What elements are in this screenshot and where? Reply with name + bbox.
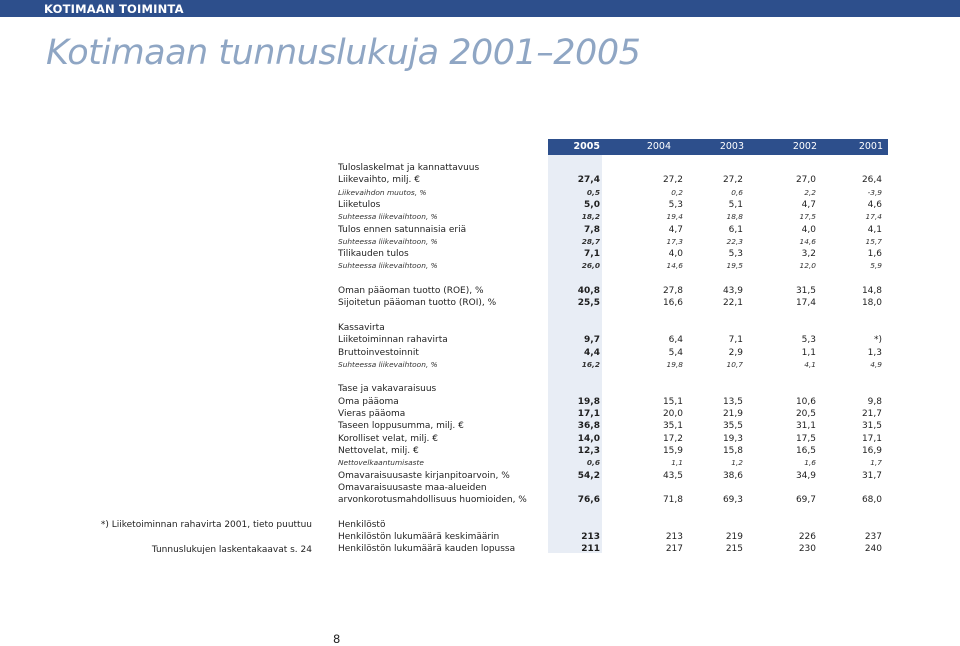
- cell-2004: 19,8: [666, 359, 683, 369]
- cell-2004: 5,4: [668, 347, 683, 358]
- cell-2004: 4,0: [668, 249, 683, 260]
- cell-2003: 21,9: [722, 409, 743, 419]
- cell-2001: 14,8: [861, 286, 882, 296]
- section-header-bar: [0, 0, 960, 17]
- cell-2005: 27,4: [577, 175, 600, 186]
- cell-2001: 4,9: [870, 359, 882, 369]
- cell-2003: 38,6: [722, 470, 743, 481]
- table-row: [338, 420, 888, 432]
- cell-2003: 13,5: [722, 396, 743, 407]
- cell-2002: 34,9: [795, 470, 816, 481]
- cell-2002: 20,5: [795, 409, 816, 419]
- row-label: Nettovelat, milj. €: [338, 445, 419, 456]
- cell-2003: 27,2: [722, 175, 743, 186]
- cell-2003: 19,5: [726, 261, 743, 271]
- cell-2001: 4,1: [867, 224, 882, 235]
- table-section-heading: [338, 519, 888, 531]
- cell-2001: 4,6: [867, 199, 882, 210]
- row-label: Liikevaihdon muutos, %: [338, 187, 427, 197]
- row-label: Suhteessa liikevaihtoon, %: [338, 359, 438, 369]
- cell-2001: 21,7: [861, 409, 882, 419]
- row-label: Tuloslaskelmat ja kannattavuus: [338, 163, 480, 173]
- row-label: Sijoitetun pääoman tuotto (ROI), %: [338, 298, 497, 309]
- cell-2005: 7,8: [584, 224, 600, 235]
- cell-2005: 14,0: [577, 433, 600, 444]
- cell-2004: 20,0: [662, 409, 683, 419]
- cell-2004: 15,9: [662, 445, 683, 456]
- year-header: 2003: [719, 141, 744, 152]
- table-row: [338, 285, 888, 297]
- row-label: Omavaraisuusaste maa-alueiden: [338, 482, 487, 493]
- cell-2002: 1,6: [804, 458, 816, 468]
- cell-2002: 17,4: [795, 298, 816, 309]
- table-row: [338, 260, 888, 272]
- cell-2001: 240: [864, 544, 882, 555]
- table-section-heading: [338, 383, 888, 395]
- cell-2001: *): [873, 335, 882, 346]
- row-label: Taseen loppusumma, milj. €: [338, 421, 464, 432]
- cell-2002: 12,0: [799, 261, 816, 271]
- cell-2002: 17,5: [795, 433, 816, 444]
- page-number: 8: [333, 632, 341, 646]
- cell-2003: 1,2: [731, 458, 743, 468]
- table-spacer-row: [338, 371, 888, 383]
- cell-2004: 5,3: [668, 199, 683, 210]
- row-label: Oma pääoma: [338, 396, 399, 407]
- cell-2004: 35,1: [662, 421, 683, 432]
- cell-2003: 5,1: [728, 199, 743, 210]
- row-label: Tulos ennen satunnaisia eriä: [338, 224, 467, 235]
- cell-2005: 4,4: [584, 347, 600, 358]
- cell-2003: 18,8: [726, 212, 743, 222]
- cell-2002: 230: [798, 544, 816, 555]
- year-header: 2005: [573, 141, 600, 152]
- cell-2005: 54,2: [577, 470, 600, 481]
- table-section-heading: [338, 162, 888, 174]
- table-section-heading: [338, 322, 888, 334]
- row-label: Henkilöstö: [338, 519, 386, 530]
- table-row: [338, 236, 888, 248]
- cell-2003: 22,1: [722, 298, 743, 309]
- cell-2004: 217: [665, 544, 683, 555]
- cell-2002: 4,1: [804, 359, 816, 369]
- cell-2005: 16,2: [581, 359, 600, 369]
- cell-2004: 71,8: [662, 495, 683, 506]
- year-header-bar: [548, 139, 888, 155]
- cell-2002: 226: [798, 532, 816, 542]
- cell-2004: 27,8: [662, 286, 683, 296]
- cell-2001: 1,3: [867, 347, 882, 358]
- table-row: [338, 187, 888, 199]
- cell-2003: 5,3: [728, 249, 743, 260]
- row-label: Liiketoiminnan rahavirta: [338, 335, 448, 346]
- cell-2002: 4,7: [801, 199, 816, 210]
- row-label: Bruttoinvestoinnit: [338, 347, 419, 358]
- cell-2001: 1,7: [870, 458, 882, 468]
- cell-2005: 26,0: [581, 261, 600, 271]
- cell-2005: 28,7: [581, 236, 600, 246]
- row-label: Kassavirta: [338, 322, 385, 333]
- year-header: 2002: [792, 141, 817, 152]
- row-label: Tase ja vakavaraisuus: [338, 384, 437, 395]
- cell-2005: 0,5: [586, 187, 600, 197]
- cell-2004: 43,5: [662, 470, 683, 481]
- cell-2001: 5,9: [870, 261, 882, 271]
- cell-2001: 17,4: [865, 212, 882, 222]
- cell-2001: 26,4: [861, 175, 882, 186]
- table-row: [338, 248, 888, 260]
- table-row: [338, 334, 888, 346]
- cell-2001: 18,0: [861, 298, 882, 309]
- table-row: [338, 174, 888, 186]
- cell-2002: 31,1: [795, 421, 816, 432]
- cell-2003: 35,5: [722, 421, 743, 432]
- cell-2005: 17,1: [577, 409, 600, 419]
- table-row: [338, 347, 888, 359]
- row-label: Tilikauden tulos: [338, 249, 409, 260]
- cell-2002: 3,2: [801, 249, 816, 260]
- cell-2004: 16,6: [662, 298, 683, 309]
- table-row: [338, 224, 888, 236]
- cell-2003: 22,3: [726, 236, 743, 246]
- cell-2004: 1,1: [671, 458, 683, 468]
- year-header: 2004: [646, 141, 671, 152]
- row-label: Liiketulos: [338, 199, 381, 210]
- cell-2001: 31,5: [861, 421, 882, 432]
- table-row: [338, 445, 888, 457]
- row-label: arvonkorotusmahdollisuus huomioiden, %: [338, 495, 527, 506]
- cell-2001: 17,1: [861, 433, 882, 444]
- cell-2004: 14,6: [666, 261, 683, 271]
- table-row: [338, 396, 888, 408]
- cell-2001: 16,9: [861, 445, 882, 456]
- cell-2004: 15,1: [662, 396, 683, 407]
- cell-2001: 31,7: [861, 470, 882, 481]
- table-row: [338, 457, 888, 469]
- cell-2005: 213: [581, 532, 600, 542]
- cell-2002: 4,0: [801, 224, 816, 235]
- cell-2001: 9,8: [867, 396, 882, 407]
- table-row: [338, 433, 888, 445]
- cell-2001: 15,7: [865, 236, 882, 246]
- cell-2002: 16,5: [795, 445, 816, 456]
- table-row: [338, 470, 888, 482]
- cell-2004: 6,4: [668, 335, 683, 346]
- cell-2003: 10,7: [726, 359, 743, 369]
- cell-2004: 213: [665, 532, 683, 542]
- section-label: KOTIMAAN TOIMINTA: [44, 2, 184, 16]
- cell-2003: 0,6: [731, 187, 743, 197]
- cell-2003: 2,9: [728, 347, 743, 358]
- cell-2005: 19,8: [577, 396, 600, 407]
- row-label: Vieras pääoma: [338, 409, 406, 419]
- cell-2002: 31,5: [795, 286, 816, 296]
- table-spacer-row: [338, 506, 888, 518]
- row-label: Suhteessa liikevaihtoon, %: [338, 236, 438, 246]
- cell-2004: 27,2: [662, 175, 683, 186]
- cell-2005: 36,8: [577, 421, 600, 432]
- cell-2004: 19,4: [666, 212, 683, 222]
- cell-2004: 17,3: [666, 236, 683, 246]
- cell-2005: 9,7: [584, 335, 600, 346]
- footnote-cashflow: *) Liiketoiminnan rahavirta 2001, tieto puuttuu: [100, 520, 312, 530]
- cell-2002: 69,7: [795, 495, 816, 506]
- cell-2003: 69,3: [722, 495, 743, 506]
- cell-2005: 0,6: [586, 458, 600, 468]
- table-row: [338, 482, 888, 494]
- table-row: [338, 359, 888, 371]
- cell-2003: 219: [725, 532, 743, 542]
- cell-2005: 211: [581, 544, 600, 555]
- cell-2001: 1,6: [867, 249, 882, 260]
- cell-2005: 7,1: [584, 249, 600, 260]
- row-label: Nettovelkaantumisaste: [338, 458, 424, 468]
- table-spacer-row: [338, 310, 888, 322]
- table-spacer-row: [338, 273, 888, 285]
- cell-2005: 12,3: [577, 445, 600, 456]
- cell-2002: 27,0: [795, 175, 816, 186]
- row-label: Korolliset velat, milj. €: [338, 433, 438, 444]
- row-label: Suhteessa liikevaihtoon, %: [338, 261, 438, 271]
- cell-2005: 18,2: [581, 212, 600, 222]
- cell-2003: 215: [725, 544, 743, 555]
- cell-2003: 7,1: [728, 335, 743, 346]
- footnote-formulas: Tunnuslukujen laskentakaavat s. 24: [151, 545, 312, 555]
- cell-2003: 19,3: [722, 433, 743, 444]
- cell-2002: 2,2: [804, 187, 816, 197]
- row-label: Omavaraisuusaste kirjanpitoarvoin, %: [338, 470, 510, 481]
- cell-2005: 5,0: [584, 199, 600, 210]
- table-row: [338, 408, 888, 420]
- row-label: Henkilöstön lukumäärä kauden lopussa: [338, 544, 516, 555]
- cell-2005: 25,5: [577, 298, 600, 309]
- cell-2001: 237: [864, 532, 882, 542]
- cell-2003: 43,9: [722, 286, 743, 296]
- table-row: [338, 531, 888, 543]
- table-row: [338, 494, 888, 506]
- row-label: Suhteessa liikevaihtoon, %: [338, 212, 438, 222]
- table-row: [338, 211, 888, 223]
- cell-2002: 5,3: [801, 335, 816, 346]
- cell-2004: 17,2: [662, 433, 683, 444]
- cell-2004: 0,2: [671, 187, 683, 197]
- year-header: 2001: [858, 141, 883, 152]
- table-row: [338, 543, 888, 555]
- cell-2005: 76,6: [577, 495, 600, 506]
- row-label: Liikevaihto, milj. €: [338, 175, 420, 186]
- cell-2001: -3,9: [867, 187, 882, 197]
- cell-2002: 17,5: [799, 212, 816, 222]
- table-row: [338, 297, 888, 309]
- cell-2002: 1,1: [801, 347, 816, 358]
- table-row: [338, 199, 888, 211]
- cell-2002: 14,6: [799, 236, 816, 246]
- row-label: Oman pääoman tuotto (ROE), %: [338, 286, 484, 296]
- page-title: Kotimaan tunnuslukuja 2001–2005: [46, 33, 641, 73]
- cell-2005: 40,8: [577, 286, 600, 296]
- cell-2002: 10,6: [795, 396, 816, 407]
- cell-2004: 4,7: [668, 224, 683, 235]
- cell-2001: 68,0: [861, 495, 882, 506]
- cell-2003: 6,1: [728, 224, 743, 235]
- row-label: Henkilöstön lukumäärä keskimäärin: [338, 532, 500, 542]
- cell-2003: 15,8: [722, 445, 743, 456]
